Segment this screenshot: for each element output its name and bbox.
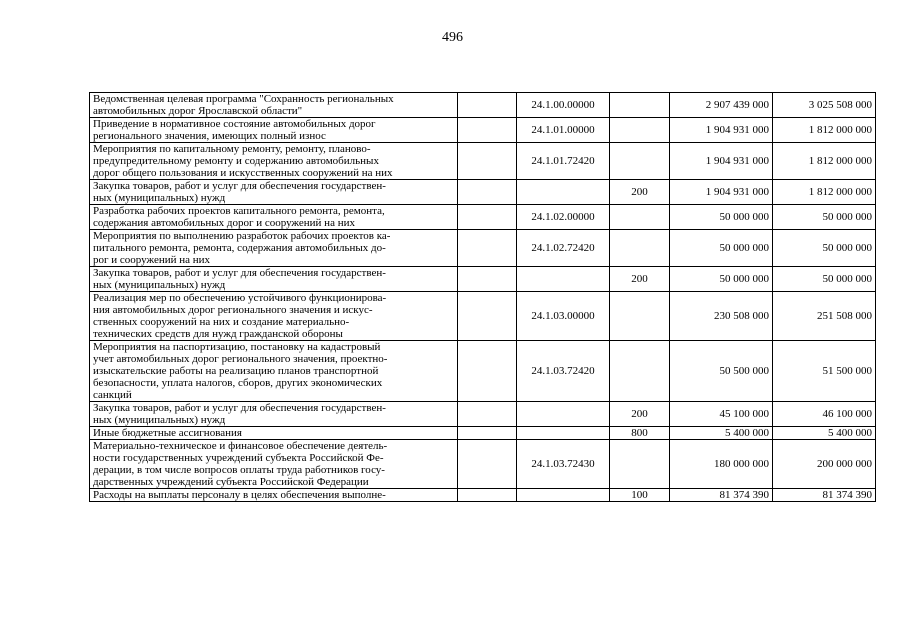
row-name-line: ных (муниципальных) нужд <box>93 414 226 426</box>
row-amount-year2: 1 812 000 000 <box>773 143 876 180</box>
row-name <box>90 118 458 143</box>
blank-cell <box>458 292 517 341</box>
row-expense-type <box>610 93 670 118</box>
row-name-line: регионального значения, имеющих полный износ <box>93 130 326 142</box>
row-expense-type <box>610 205 670 230</box>
row-name-line: Реализация мер по обеспечению устойчивого функционирова- <box>93 292 387 304</box>
table-row <box>90 143 876 180</box>
row-name <box>90 402 458 427</box>
table-row <box>90 402 876 427</box>
row-amount-year1: 180 000 000 <box>670 440 773 489</box>
row-name-line: Разработка рабочих проектов капитального ремонта, ремонта, <box>93 205 385 217</box>
row-name-line: Закупка товаров, работ и услуг для обеспечения государствен- <box>93 402 386 414</box>
row-name-line: Мероприятия на паспортизацию, постановку на кадастровый <box>93 341 381 353</box>
row-name-line: Ведомственная целевая программа "Сохранность региональных <box>93 93 394 105</box>
row-name-line: изыскательские работы на реализацию планов транспортной <box>93 365 379 377</box>
row-name-line: питального ремонта, ремонта, содержания автомобильных до- <box>93 242 386 254</box>
row-amount-year2: 50 000 000 <box>773 205 876 230</box>
row-name-line: автомобильных дорог Ярославской области" <box>93 105 303 117</box>
row-code: 24.1.03.72430 <box>517 440 610 489</box>
table-row <box>90 230 876 267</box>
row-code: 24.1.01.72420 <box>517 143 610 180</box>
row-code: 24.1.00.00000 <box>517 93 610 118</box>
row-name-line: ности государственных учреждений субъекта Российской Фе- <box>93 452 384 464</box>
row-name-line: Мероприятия по капитальному ремонту, ремонту, планово- <box>93 143 371 155</box>
row-code: 24.1.02.00000 <box>517 205 610 230</box>
row-name-line: Закупка товаров, работ и услуг для обеспечения государствен- <box>93 267 386 279</box>
table-row <box>90 118 876 143</box>
row-expense-type <box>610 440 670 489</box>
row-amount-year1: 50 000 000 <box>670 230 773 267</box>
row-expense-type: 800 <box>610 427 670 440</box>
row-name-line: рог и сооружений на них <box>93 254 211 266</box>
row-name-line: учет автомобильных дорог регионального значения, проектно- <box>93 353 388 365</box>
row-name-line: технических средств для нужд гражданской обороны <box>93 328 343 340</box>
table-row <box>90 267 876 292</box>
row-amount-year1: 1 904 931 000 <box>670 180 773 205</box>
row-name-line: дорог общего пользования и искусственных сооружений на них <box>93 167 393 179</box>
table-row <box>90 341 876 402</box>
row-name <box>90 341 458 402</box>
blank-cell <box>458 143 517 180</box>
table-row <box>90 205 876 230</box>
row-name <box>90 93 458 118</box>
row-amount-year2: 3 025 508 000 <box>773 93 876 118</box>
row-code <box>517 180 610 205</box>
row-amount-year1: 230 508 000 <box>670 292 773 341</box>
row-expense-type: 200 <box>610 267 670 292</box>
row-amount-year1: 50 000 000 <box>670 267 773 292</box>
row-name-line: Мероприятия по выполнению разработок рабочих проектов ка- <box>93 230 391 242</box>
row-amount-year1: 1 904 931 000 <box>670 118 773 143</box>
row-name <box>90 292 458 341</box>
row-expense-type: 200 <box>610 180 670 205</box>
row-name-line: санкций <box>93 389 132 401</box>
row-amount-year2: 5 400 000 <box>773 427 876 440</box>
row-name-line: ственных сооружений на них и создание материально- <box>93 316 350 328</box>
row-name <box>90 143 458 180</box>
table-row <box>90 93 876 118</box>
row-amount-year1: 50 500 000 <box>670 341 773 402</box>
table-row <box>90 180 876 205</box>
row-amount-year1: 1 904 931 000 <box>670 143 773 180</box>
row-amount-year2: 81 374 390 <box>773 489 876 502</box>
blank-cell <box>458 489 517 502</box>
row-expense-type: 100 <box>610 489 670 502</box>
row-expense-type <box>610 341 670 402</box>
row-name-line: Материально-техническое и финансовое обеспечение деятель- <box>93 440 388 452</box>
row-code: 24.1.03.00000 <box>517 292 610 341</box>
table-row <box>90 292 876 341</box>
row-amount-year1: 5 400 000 <box>670 427 773 440</box>
page-number: 496 <box>442 30 463 45</box>
row-name <box>90 180 458 205</box>
blank-cell <box>458 180 517 205</box>
table-row <box>90 489 876 502</box>
row-code <box>517 489 610 502</box>
budget-table-body <box>90 93 876 502</box>
row-name-line: содержания автомобильных дорог и сооружений на них <box>93 217 355 229</box>
row-code <box>517 402 610 427</box>
blank-cell <box>458 230 517 267</box>
row-name-line: Расходы на выплаты персоналу в целях обеспечения выполне- <box>93 489 386 501</box>
row-code: 24.1.03.72420 <box>517 341 610 402</box>
row-amount-year2: 251 508 000 <box>773 292 876 341</box>
row-name <box>90 230 458 267</box>
row-name <box>90 267 458 292</box>
blank-cell <box>458 440 517 489</box>
row-expense-type: 200 <box>610 402 670 427</box>
row-code <box>517 267 610 292</box>
blank-cell <box>458 341 517 402</box>
row-expense-type <box>610 292 670 341</box>
row-amount-year1: 2 907 439 000 <box>670 93 773 118</box>
row-amount-year2: 1 812 000 000 <box>773 118 876 143</box>
blank-cell <box>458 427 517 440</box>
table-row <box>90 427 876 440</box>
row-name-line: Приведение в нормативное состояние автомобильных дорог <box>93 118 376 130</box>
row-amount-year2: 50 000 000 <box>773 267 876 292</box>
row-name-line: ных (муниципальных) нужд <box>93 279 226 291</box>
row-name-line: Иные бюджетные ассигнования <box>93 427 242 439</box>
row-name-line: безопасности, уплата налогов, сборов, других экономических <box>93 377 383 389</box>
row-code: 24.1.02.72420 <box>517 230 610 267</box>
row-name-line: Закупка товаров, работ и услуг для обеспечения государствен- <box>93 180 386 192</box>
row-amount-year2: 200 000 000 <box>773 440 876 489</box>
blank-cell <box>458 267 517 292</box>
row-name <box>90 427 458 440</box>
row-amount-year1: 50 000 000 <box>670 205 773 230</box>
row-amount-year2: 1 812 000 000 <box>773 180 876 205</box>
row-amount-year1: 45 100 000 <box>670 402 773 427</box>
blank-cell <box>458 93 517 118</box>
row-amount-year2: 51 500 000 <box>773 341 876 402</box>
row-name <box>90 205 458 230</box>
row-name <box>90 440 458 489</box>
blank-cell <box>458 402 517 427</box>
row-name-line: дарственных учреждений субъекта Российской Федерации <box>93 476 369 488</box>
blank-cell <box>458 205 517 230</box>
row-expense-type <box>610 230 670 267</box>
row-name-line: ных (муниципальных) нужд <box>93 192 226 204</box>
row-name-line: ния автомобильных дорог регионального значения и искус- <box>93 304 373 316</box>
table-row <box>90 440 876 489</box>
row-name-line: дерации, в том числе вопросов оплаты труда работников госу- <box>93 464 385 476</box>
row-name-line: предупредительному ремонту и содержанию автомобильных <box>93 155 379 167</box>
row-code <box>517 427 610 440</box>
row-expense-type <box>610 143 670 180</box>
row-expense-type <box>610 118 670 143</box>
blank-cell <box>458 118 517 143</box>
row-amount-year2: 46 100 000 <box>773 402 876 427</box>
row-amount-year2: 50 000 000 <box>773 230 876 267</box>
budget-table <box>89 92 876 502</box>
row-amount-year1: 81 374 390 <box>670 489 773 502</box>
row-name <box>90 489 458 502</box>
row-code: 24.1.01.00000 <box>517 118 610 143</box>
